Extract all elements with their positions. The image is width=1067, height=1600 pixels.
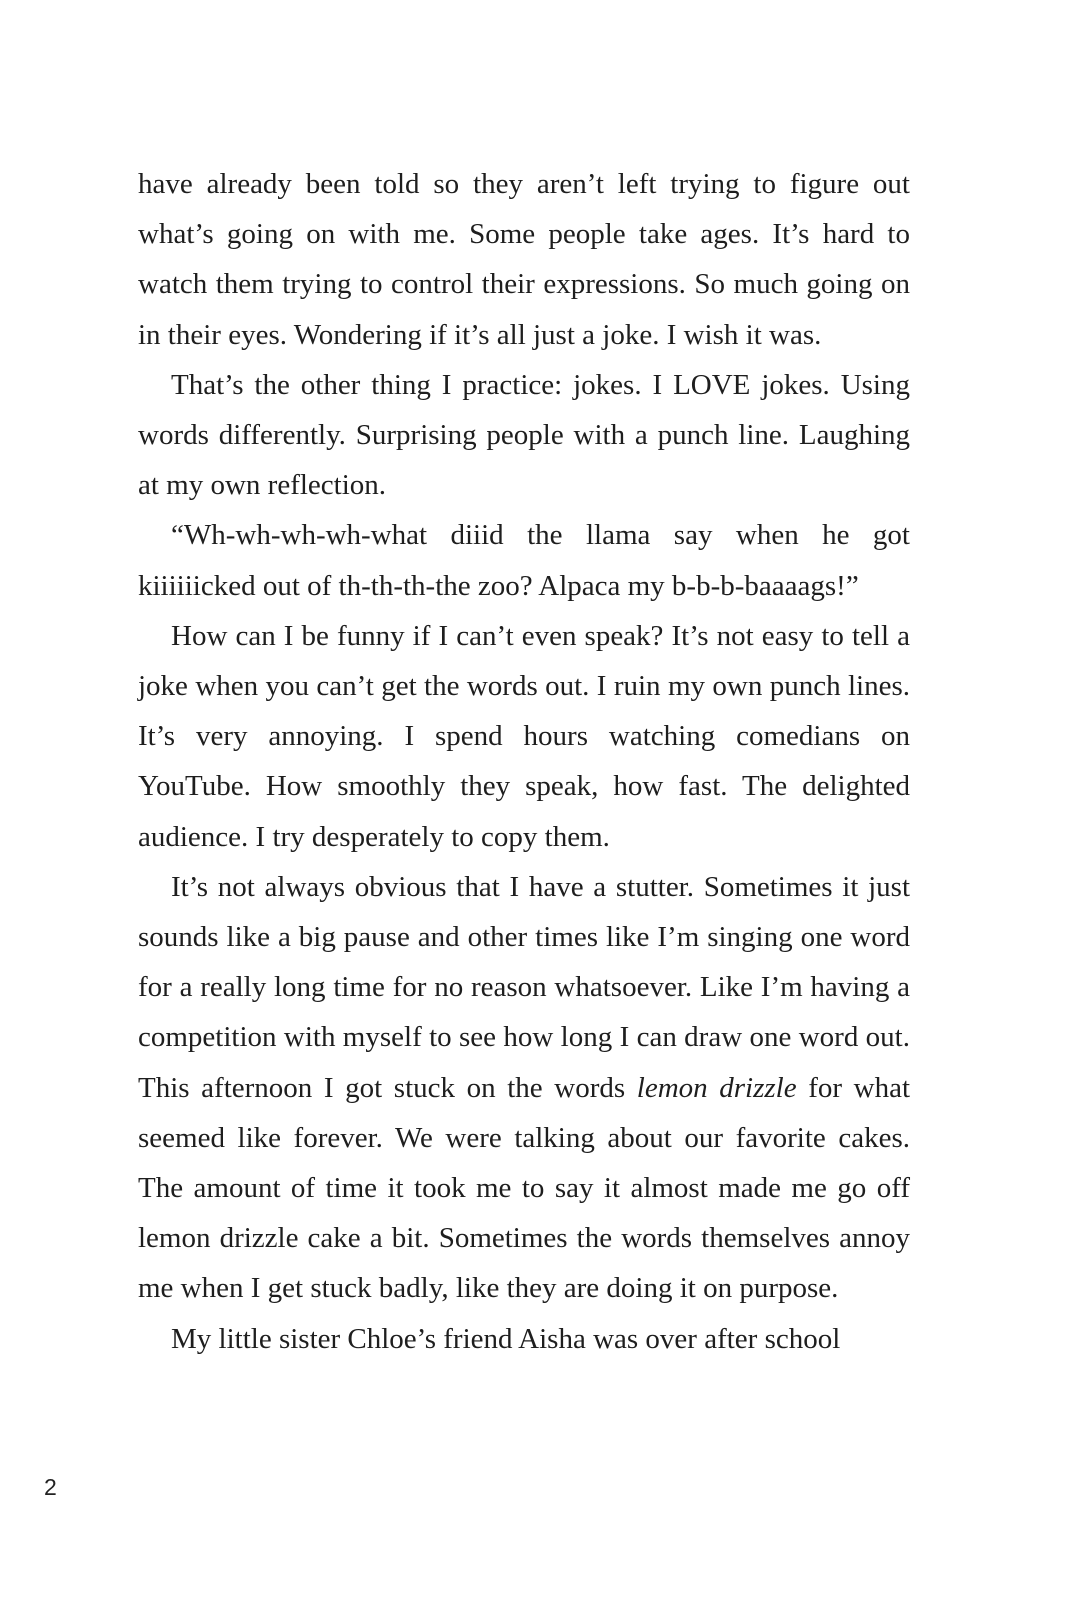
page-number: 2 xyxy=(44,1474,57,1500)
paragraph-5-italic-phrase: lemon drizzle xyxy=(636,1071,797,1104)
paragraph-5-text-after: for what seemed like forever. We were talking about our favorite cakes. The amount of time it took me to say it almost made me go off lemon drizzle cake a bit. Sometimes the words themselves annoy me when I get stuck badly, like they are doing it on purpose. xyxy=(138,1071,911,1305)
paragraph-6: My little sister Chloe’s friend Aisha was over after school xyxy=(171,1322,841,1355)
paragraph-3: “Wh-wh-wh-wh-what diiid the llama say when he got kiiiiiicked out of th-th-th-the zoo? Alpaca my b-b-b-baaaags!” xyxy=(138,519,910,602)
paragraph-5-text-before: It’s not always obvious that I have a stutter. Sometimes it just sounds like a big pause and other times like I’m singing one word for a really long time for no reason whatsoever. Like I’m having a competition with myself to see how long I can draw one word out. This afternoon I got stuck on the words xyxy=(138,870,910,1104)
paragraph-5 xyxy=(138,862,910,1314)
paragraph-1: have already been told so they aren’t left trying to figure out what’s going on with me. Some people take ages. It’s hard to watch them trying to control their expressions. So much going on in their eyes. Wondering if it’s all just a joke. I wish it was. xyxy=(138,168,910,351)
paragraph-2: That’s the other thing I practice: jokes. I LOVE jokes. Using words differently. Surprising people with a punch line. Laughing at my own reflection. xyxy=(138,368,910,502)
body-text xyxy=(138,159,910,1364)
paragraph-4: How can I be funny if I can’t even speak? It’s not easy to tell a joke when you can’t get the words out. I ruin my own punch lines. It’s very annoying. I spend hours watching comedians on YouTube. How smoothly they speak, how fast. The delighted audience. I try desperately to copy them. xyxy=(138,619,910,853)
